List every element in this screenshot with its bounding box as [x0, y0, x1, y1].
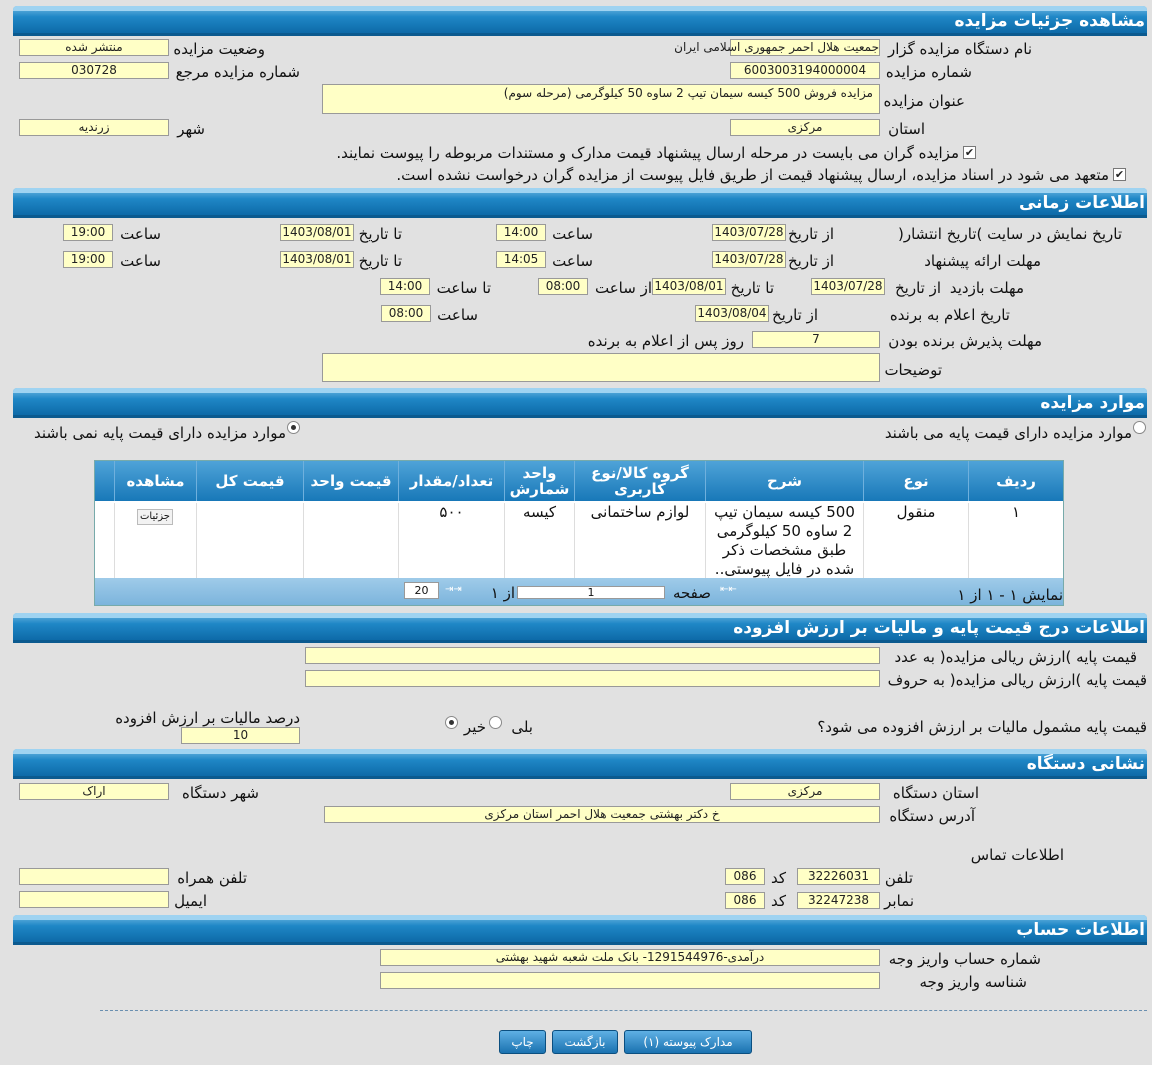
cell-unit: کیسه	[504, 503, 574, 579]
items-table-header	[95, 461, 1063, 501]
email-label: ایمیل	[174, 892, 207, 910]
province-label: استان	[888, 120, 925, 138]
radio-without-base-price[interactable]	[287, 421, 300, 434]
radio-without-base-price-label: موارد مزایده دارای قیمت پایه نمی باشند	[34, 424, 286, 442]
attachments-button[interactable]: مدارک پیوسته (۱)	[624, 1030, 752, 1054]
visit-to-date-label: تا تاریخ	[730, 279, 774, 297]
radio-with-base-price[interactable]	[1133, 421, 1146, 434]
col-qty: تعداد/مقدار	[398, 461, 504, 501]
title-label: عنوان مزایده	[883, 92, 965, 110]
payment-id-field	[380, 972, 880, 989]
col-group: گروه کالا/نوع کاربری	[574, 461, 705, 501]
pager-showing: نمایش ۱ - ۱ از ۱	[957, 586, 1063, 604]
visit-from-date-label: از تاریخ	[894, 279, 941, 297]
phone-label: تلفن	[884, 869, 913, 887]
cell-desc: 500 کیسه سیمان تیپ 2 ساوه 50 کیلوگرمی طبق مشخصات ذکر شده در فایل پیوستی..	[705, 503, 863, 579]
pager	[95, 578, 1063, 605]
vat-yes-label: بلی	[511, 718, 533, 736]
vat-yes-radio[interactable]	[489, 716, 502, 729]
title-field: مزایده فروش 500 کیسه سیمان تیپ 2 ساوه 50 کیلوگرمی (مرحله سوم)	[322, 84, 880, 114]
attach-docs-text: مزایده گران می بایست در مرحله ارسال پیشنهاد قیمت مدارک و مستندات مربوطه را پیوست نمایند.	[336, 144, 959, 162]
col-unit-price: قیمت واحد	[303, 461, 398, 501]
site-from-date-label: از تاریخ	[787, 225, 834, 243]
announce-time: 08:00	[381, 305, 431, 322]
cell-qty: ۵۰۰	[398, 503, 504, 579]
visit-label: مهلت بازدید	[949, 279, 1024, 297]
contact-info-label: اطلاعات تماس	[970, 846, 1064, 864]
phone-field: 32226031	[797, 868, 880, 885]
ref-number-field: 030728	[19, 62, 169, 79]
org-address-label: آدرس دستگاه	[889, 807, 975, 825]
org-label: نام دستگاه مزایده گزار	[887, 40, 1032, 58]
visit-from-hour-label: از ساعت	[595, 279, 652, 297]
site-from-time: 14:00	[496, 224, 546, 241]
cell-group: لوازم ساختمانی	[574, 503, 705, 579]
offer-to-date: 1403/08/01	[280, 251, 354, 268]
vat-question: قیمت پایه مشمول مالیات بر ارزش افزوده می شود؟	[817, 718, 1147, 736]
details-button[interactable]: جزئیات	[137, 509, 173, 525]
site-from-hour-label: ساعت	[552, 225, 593, 243]
vat-no-radio[interactable]	[445, 716, 458, 729]
items-table	[94, 460, 1064, 606]
visit-to-hour-label: تا ساعت	[436, 279, 491, 297]
fax-label: نمابر	[884, 892, 914, 910]
section-header-items: موارد مزایده	[13, 388, 1147, 418]
site-from-date: 1403/07/28	[712, 224, 786, 241]
print-button[interactable]: چاپ	[499, 1030, 546, 1054]
pager-of-label: از ۱	[490, 584, 515, 602]
mobile-field	[19, 868, 169, 885]
attach-docs-checkbox[interactable]: ✔	[964, 146, 975, 159]
section-header-account: اطلاعات حساب	[13, 915, 1147, 945]
announce-from-date-label: از تاریخ	[771, 306, 818, 324]
cell-total	[196, 503, 303, 579]
payment-id-label: شناسه واریز وجه	[919, 973, 1027, 991]
site-to-date-label: تا تاریخ	[358, 225, 402, 243]
announce-date: 1403/08/04	[695, 305, 769, 322]
section-header-address: نشانی دستگاه	[13, 749, 1147, 779]
status-field: منتشر شده	[19, 39, 169, 56]
vat-no-label: خیر	[463, 718, 486, 736]
visit-to-time: 14:00	[380, 278, 430, 295]
announce-hour-label: ساعت	[437, 306, 478, 324]
base-price-words-label: قیمت پایه )ارزش ریالی مزایده( به حروف	[887, 671, 1147, 689]
radio-with-base-price-label: موارد مزایده دارای قیمت پایه می باشند	[884, 424, 1132, 442]
offer-from-date: 1403/07/28	[712, 251, 786, 268]
cell-view	[114, 503, 196, 579]
base-price-number-label: قیمت پایه )ارزش ریالی مزایده( به عدد	[894, 648, 1137, 666]
status-label: وضعیت مزایده	[173, 40, 265, 58]
province-field: مرکزی	[730, 119, 880, 136]
site-to-time: 19:00	[63, 224, 113, 241]
pager-page-input[interactable]: 1	[517, 586, 665, 599]
org-province-label: استان دستگاه	[892, 784, 979, 802]
org-city-label: شهر دستگاه	[181, 784, 259, 802]
base-price-number-field	[305, 647, 880, 664]
ref-number-label: شماره مزایده مرجع	[175, 63, 300, 81]
phone-code-label: کد	[770, 869, 786, 887]
accept-label: مهلت پذیرش برنده بودن	[888, 332, 1042, 350]
section-header-time: اطلاعات زمانی	[13, 188, 1147, 218]
visit-to-date: 1403/08/01	[652, 278, 726, 295]
accept-days-field: 7	[752, 331, 880, 348]
base-price-words-field	[305, 670, 880, 687]
section-header-price: اطلاعات درج قیمت پایه و مالیات بر ارزش افزوده	[13, 613, 1147, 643]
offer-label: مهلت ارائه پیشنهاد	[924, 252, 1041, 270]
visit-from-time: 08:00	[538, 278, 588, 295]
site-to-date: 1403/08/01	[280, 224, 354, 241]
divider	[100, 1010, 1147, 1011]
fax-code-field: 086	[725, 892, 765, 909]
back-button[interactable]: بازگشت	[552, 1030, 618, 1054]
offer-to-time: 19:00	[63, 251, 113, 268]
col-index: ردیف	[968, 461, 1063, 501]
col-total: قیمت کل	[196, 461, 303, 501]
offer-to-hour-label: ساعت	[120, 252, 161, 270]
offer-from-time: 14:05	[496, 251, 546, 268]
cell-type: منقول	[863, 503, 968, 579]
pager-size-input[interactable]: 20	[404, 582, 439, 599]
visit-from-date: 1403/07/28	[811, 278, 885, 295]
site-display-label: تاریخ نمایش در سایت )تاریخ انتشار(	[898, 225, 1122, 243]
org-field: جمعیت هلال احمر جمهوری اسلامی ایران	[674, 40, 879, 54]
pager-first-icon[interactable]: ⇤⇤	[720, 584, 737, 595]
col-desc: شرح	[705, 461, 863, 501]
city-label: شهر	[177, 120, 205, 138]
account-number-field: درآمدی-1291544976- بانک ملت شعبه شهید بهشتی	[380, 949, 880, 966]
account-number-label: شماره حساب واریز وجه	[888, 950, 1041, 968]
no-attach-text: متعهد می شود در اسناد مزایده، ارسال پیشنهاد قیمت از طریق فایل پیوست از مزایده گران درخواست نشده است.	[396, 166, 1109, 184]
org-address-field: خ دکتر بهشتی جمعیت هلال احمر استان مرکزی	[324, 806, 880, 823]
pager-last-icon[interactable]: ⇥⇥	[445, 584, 462, 595]
number-field: 6003003194000004	[730, 62, 880, 79]
phone-code-field: 086	[725, 868, 765, 885]
cell-index: ۱	[968, 503, 1063, 579]
offer-to-date-label: تا تاریخ	[358, 252, 402, 270]
email-field	[19, 891, 169, 908]
org-province-field: مرکزی	[730, 783, 880, 800]
pager-page-label: صفحه	[672, 584, 711, 602]
no-attach-checkbox[interactable]: ✔	[1114, 168, 1125, 181]
announce-label: تاریخ اعلام به برنده	[889, 306, 1010, 324]
city-field: زرندیه	[19, 119, 169, 136]
fax-field: 32247238	[797, 892, 880, 909]
org-city-field: اراک	[19, 783, 169, 800]
description-field	[322, 353, 880, 382]
col-view: مشاهده	[114, 461, 196, 501]
fax-code-label: کد	[770, 892, 786, 910]
description-label: توضیحات	[884, 361, 942, 379]
col-type: نوع	[863, 461, 968, 501]
offer-from-date-label: از تاریخ	[787, 252, 834, 270]
accept-suffix: روز پس از اعلام به برنده	[587, 332, 744, 350]
col-unit: واحد شمارش	[504, 461, 574, 501]
vat-percent-field: 10	[181, 727, 300, 744]
offer-from-hour-label: ساعت	[552, 252, 593, 270]
vat-percent-label: درصد مالیات بر ارزش افزوده	[115, 709, 300, 727]
site-to-hour-label: ساعت	[120, 225, 161, 243]
cell-unit-price	[303, 503, 398, 579]
mobile-label: تلفن همراه	[177, 869, 247, 887]
number-label: شماره مزایده	[885, 63, 972, 81]
section-header-details: مشاهده جزئیات مزایده	[13, 6, 1147, 36]
